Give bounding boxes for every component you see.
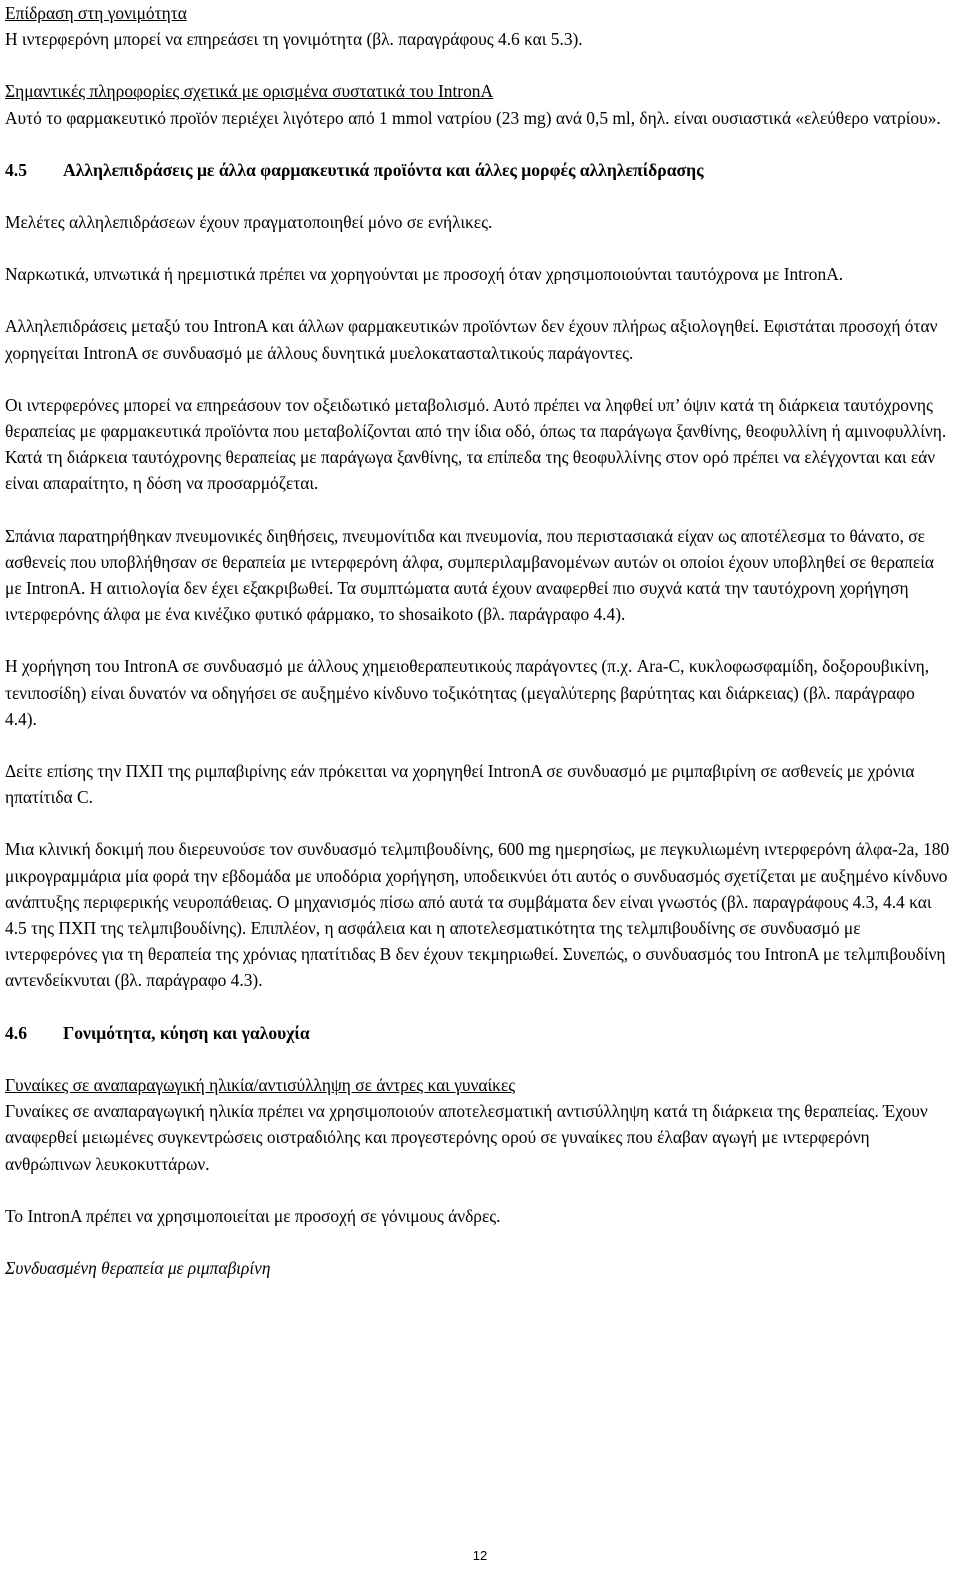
section-4-6-number: 4.6 — [5, 1022, 27, 1043]
spacer — [5, 497, 950, 523]
fertility-paragraph: Η ιντερφερόνη μπορεί να επηρεάσει τη γονιμότητα (βλ. παραγράφους 4.6 και 5.3). — [5, 29, 583, 50]
spacer — [5, 183, 950, 209]
section-4-5-number: 4.5 — [5, 159, 27, 180]
spacer — [5, 131, 950, 157]
page-number: 12 — [472, 1548, 488, 1563]
spacer — [5, 994, 950, 1020]
paragraph-oxidative-metabolism: Οι ιντερφερόνες μπορεί να επηρεάσουν τον οξειδωτικό μεταβολισμό. Αυτό πρέπει να ληφθεί υπ’ όψιν κατά τη διάρκεια ταυτόχρονης θεραπείας με φαρμακευτικά προϊόντα που μεταβολίζονται από την ίδια οδό, όπως τα παράγωγα ξανθίνης, θεοφυλλίνη ή αμινοφυλλίνη. Κατά τη διάρκεια ταυτόχρονης θεραπείας με παράγωγα ξανθίνης, τα επίπεδα της θεοφυλλίνης στον ορό πρέπει να ελέγχονται και εάν είναι απαραίτητο, η δόση να προσαρμόζεται. — [5, 394, 947, 494]
fertility-subheading: Επίδραση στη γονιμότητα — [5, 3, 187, 23]
section-4-5-title: Αλληλεπιδράσεις με άλλα φαρμακευτικά προϊόντα και άλλες μορφές αλληλεπίδρασης — [63, 159, 704, 180]
spacer — [5, 627, 950, 653]
paragraph-adult-studies: Μελέτες αλληλεπιδράσεων έχουν πραγματοποιηθεί μόνο σε ενήλικες. — [5, 212, 493, 233]
document-page — [5, 0, 950, 1281]
paragraph-contraception: Γυναίκες σε αναπαραγωγική ηλικία πρέπει να χρησιμοποιούν αποτελεσματική αντισύλληψη κατά τη διάρκεια της θεραπείας. Έχουν αναφερθεί μειωμένες συγκεντρώσεις οιστραδιόλης και προγεστερόνης ορού σε γυναίκες που έλαβαν αγωγή με ιντερφερόνη ανθρώπινων λευκοκυττάρων. — [5, 1101, 928, 1174]
section-4-5-heading — [5, 157, 950, 183]
paragraph-pulmonary: Σπάνια παρατηρήθηκαν πνευμονικές διηθήσεις, πνευμονίτιδα και πνευμονία, που περιστασιακά είχαν ως αποτέλεσμα το θάνατο, σε ασθενείς που υποβλήθησαν σε θεραπεία με ιντερφερόνη άλφα, συμπεριλαμβανομένων αυτών οι οποίοι έχουν υποβληθεί σε θεραπεία με IntronA. Η αιτιολογία δεν έχει εξακριβωθεί. Τα συμπτώματα αυτά έχουν αναφερθεί πιο συχνά κατά την ταυτόχρονη χορήγηση ιντερφερόνης άλφα με ένα κινέζικο φυτικό φάρμακο, το shosaikoto (βλ. παράγραφο 4.4). — [5, 525, 935, 625]
paragraph-myelosuppressive: Αλληλεπιδράσεις μεταξύ του IntronA και άλλων φαρμακευτικών προϊόντων δεν έχουν πλήρως αξιολογηθεί. Εφιστάται προσοχή όταν χορηγείται IntronA σε συνδυασμό με άλλους δυνητικά μυελοκατασταλτικούς παράγοντες. — [5, 316, 938, 363]
combination-therapy-subheading: Συνδυασμένη θεραπεία με ριμπαβιρίνη — [5, 1257, 271, 1278]
paragraph-chemotherapy: Η χορήγηση του IntronA σε συνδυασμό με άλλους χημειοθεραπευτικούς παράγοντες (π.χ. Ara-C, κυκλοφωσφαμίδη, δοξορουβικίνη, τενιποσίδη) είναι δυνατόν να οδηγήσει σε αυξημένο κίνδυνο τοξικότητας (μεγαλύτερης βαρύτητας και διάρκειας) (βλ. παράγραφο 4.4). — [5, 656, 930, 729]
women-contraception-subheading: Γυναίκες σε αναπαραγωγική ηλικία/αντισύλληψη σε άντρες και γυναίκες — [5, 1074, 516, 1095]
paragraph-narcotics: Ναρκωτικά, υπνωτικά ή ηρεμιστικά πρέπει να χορηγούνται με προσοχή όταν χρησιμοποιούνται ταυτόχρονα με IntronA. — [5, 264, 844, 285]
spacer — [5, 732, 950, 758]
spacer — [5, 1177, 950, 1203]
spacer — [5, 810, 950, 836]
spacer — [5, 366, 950, 392]
sodium-paragraph: Αυτό το φαρμακευτικό προϊόν περιέχει λιγότερο από 1 mmol νατρίου (23 mg) ανά 0,5 ml, δηλ. είναι ουσιαστικά «ελεύθερο νατρίου». — [5, 107, 941, 128]
spacer — [5, 235, 950, 261]
spacer — [5, 1046, 950, 1072]
paragraph-telbivudine: Μια κλινική δοκιμή που διερευνούσε τον συνδυασμό τελμπιβουδίνης, 600 mg ημερησίως, με πεγκυλιωμένη ιντερφερόνη άλφα-2a, 180 μικρογραμμάρια μία φορά την εβδομάδα με υποδόρια χορήγηση, υποδεικνύει ότι αυτός ο συνδυασμός σχετίζεται με αυξημένο κίνδυνο ανάπτυξης περιφερικής νευροπάθειας. Ο μηχανισμός πίσω από αυτά τα συμβάματα δεν είναι γνωστός (βλ. παραγράφους 4.3, 4.4 και 4.5 της ΠΧΠ της τελμπιβουδίνης). Επιπλέον, η ασφάλεια και η αποτελεσματικότητα της τελμπιβουδίνης σε συνδυασμό με ιντερφερόνες για τη θεραπεία της χρόνιας ηπατίτιδας Β δεν έχουν τεκμηριωθεί. Συνεπώς, ο συνδυασμός του IntronA με τελμπιβουδίνη αντενδείκνυται (βλ. παράγραφο 4.3). — [5, 839, 950, 991]
section-4-6-heading — [5, 1020, 950, 1046]
paragraph-fertile-men: Το IntronA πρέπει να χρησιμοποιείται με προσοχή σε γόνιμους άνδρες. — [5, 1205, 501, 1226]
spacer — [5, 287, 950, 313]
spacer — [5, 52, 950, 78]
paragraph-ribavirin-spc: Δείτε επίσης την ΠΧΠ της ριμπαβιρίνης εάν πρόκειται να χορηγηθεί IntronA σε συνδυασμό με ριμπαβιρίνη σε ασθενείς με χρόνια ηπατίτιδα C. — [5, 761, 915, 808]
section-4-6-title: Γονιμότητα, κύηση και γαλουχία — [63, 1022, 310, 1043]
important-info-subheading: Σημαντικές πληροφορίες σχετικά με ορισμένα συστατικά του IntronA — [5, 81, 494, 102]
spacer — [5, 1229, 950, 1255]
